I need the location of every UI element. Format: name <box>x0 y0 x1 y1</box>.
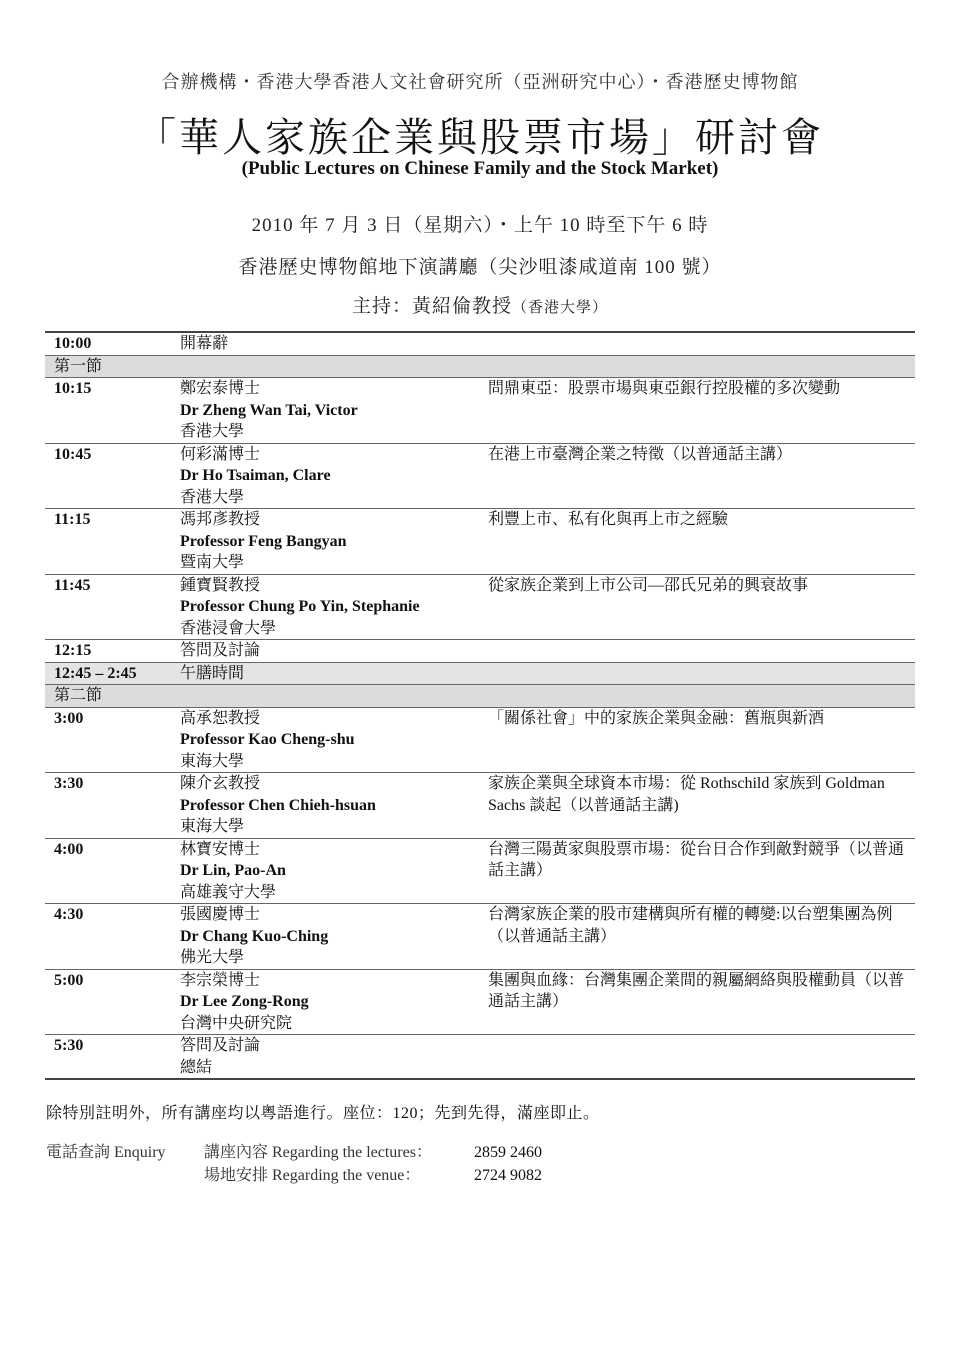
speaker-name-zh: 馮邦彥教授 <box>180 511 261 528</box>
lecture-row <box>45 904 915 970</box>
speaker-name-en: Professor Feng Bangyan <box>180 532 347 550</box>
speaker-name-en: Dr Zheng Wan Tai, Victor <box>180 401 358 419</box>
venue-label: 場地安排 Regarding the venue： <box>204 1167 421 1184</box>
speaker-cell <box>180 378 488 444</box>
speaker-cell <box>180 509 488 575</box>
speaker-name-en: Dr Lee Zong-Rong <box>180 993 309 1010</box>
speaker-cell <box>180 574 488 640</box>
lecture-row <box>45 509 915 575</box>
lecture-row <box>45 838 915 904</box>
lecture-topic: 集團與血緣：台灣集團企業間的親屬網絡與股權動員（以普通話主講） <box>488 969 915 1035</box>
schedule-row-qa <box>45 640 915 663</box>
time-cell: 3:00 <box>45 707 180 773</box>
lectures-phone: 2859 2460 <box>474 1144 542 1161</box>
speaker-name-en: Dr Lin, Pao-An <box>180 862 286 879</box>
host-affiliation: （香港大學） <box>512 300 609 316</box>
lecture-topic: 在港上市臺灣企業之特徵（以普通話主講） <box>488 443 915 509</box>
lecture-row <box>45 969 915 1035</box>
speaker-affiliation: 香港浸會大學 <box>180 619 277 637</box>
speaker-affiliation: 佛光大學 <box>180 949 245 966</box>
speaker-cell <box>180 707 488 773</box>
speaker-cell <box>180 838 488 904</box>
speaker-affiliation: 東海大學 <box>180 818 245 835</box>
lecture-topic: 問鼎東亞：股票市場與東亞銀行控股權的多次變動 <box>488 378 915 444</box>
speaker-cell <box>180 773 488 839</box>
organizers-line: 合辦機構・香港大學香港人文社會研究所（亞洲研究中心）・香港歷史博物館 <box>161 72 799 92</box>
lecture-row <box>45 443 915 509</box>
speaker-cell <box>180 443 488 509</box>
closing-line-1: 答問及討論 <box>180 1037 261 1054</box>
speaker-name-en: Professor Chung Po Yin, Stephanie <box>180 598 420 615</box>
event-date: 2010 年 7 月 3 日（星期六）・上午 10 時至下午 6 時 <box>251 215 709 236</box>
speaker-affiliation: 香港大學 <box>180 488 245 506</box>
speaker-name-en: Professor Chen Chieh-hsuan <box>180 796 376 814</box>
lecture-topic: 台灣家族企業的股市建構與所有權的轉變:以台塑集團為例（以普通話主講） <box>488 904 915 970</box>
speaker-name-en: Dr Chang Kuo-Ching <box>180 927 329 945</box>
schedule-table <box>45 331 915 1080</box>
closing-line-2: 總結 <box>180 1058 213 1076</box>
language-seating-note: 除特別註明外，所有講座均以粵語進行。座位：120；先到先得，滿座即止。 <box>46 1105 600 1122</box>
time-cell: 10:00 <box>45 332 180 355</box>
time-cell: 4:30 <box>45 904 180 970</box>
speaker-name-zh: 張國慶博士 <box>180 906 261 923</box>
speaker-affiliation: 香港大學 <box>180 423 245 440</box>
time-cell: 12:45 – 2:45 <box>45 662 180 685</box>
section-label: 第二節 <box>45 685 180 708</box>
host-name: 主持：黃紹倫教授 <box>351 296 512 317</box>
lecture-topic: 台灣三陽黃家與股票市場：從台日合作到敵對競爭（以普通話主講） <box>488 838 915 904</box>
time-cell: 11:45 <box>45 574 180 640</box>
speaker-name-zh: 何彩滿博士 <box>180 445 261 463</box>
time-cell: 10:45 <box>45 443 180 509</box>
time-cell: 5:00 <box>45 969 180 1035</box>
lecture-row <box>45 707 915 773</box>
speaker-cell <box>180 969 488 1035</box>
speaker-name-zh: 李宗榮博士 <box>180 971 261 989</box>
speaker-affiliation: 東海大學 <box>180 752 245 770</box>
schedule-row-lunch <box>45 662 915 685</box>
enquiry-label: 電話查詢 Enquiry <box>46 1144 166 1161</box>
speaker-name-zh: 鄭宏泰博士 <box>180 380 261 397</box>
section-header-2 <box>45 685 915 708</box>
section-header-1 <box>45 355 915 378</box>
speaker-name-zh: 陳介玄教授 <box>180 775 261 792</box>
section-label: 第一節 <box>45 355 180 378</box>
lecture-row <box>45 574 915 640</box>
title-chinese: 「華人家族企業與股票市場」研討會 <box>136 115 824 160</box>
speaker-name-en: Professor Kao Cheng-shu <box>180 731 355 748</box>
lecture-row <box>45 378 915 444</box>
item-cell: 午膳時間 <box>180 662 488 685</box>
time-cell: 5:30 <box>45 1035 180 1080</box>
lecture-row <box>45 773 915 839</box>
lecture-topic: 「關係社會」中的家族企業與金融：舊瓶與新酒 <box>488 707 915 773</box>
enquiry-venue <box>204 1164 704 1187</box>
title-english: (Public Lectures on Chinese Family and the Stock Market) <box>241 158 719 179</box>
speaker-affiliation: 暨南大學 <box>180 554 245 571</box>
speaker-affiliation: 台灣中央研究院 <box>180 1014 293 1032</box>
schedule-row-opening <box>45 332 915 355</box>
enquiry-lectures <box>204 1141 704 1164</box>
event-host <box>0 291 960 318</box>
speaker-name-zh: 鍾寶賢教授 <box>180 576 261 594</box>
speaker-name-zh: 林寶安博士 <box>180 840 261 858</box>
speaker-affiliation: 高雄義守大學 <box>180 883 277 901</box>
item-cell <box>180 1035 488 1080</box>
time-cell: 10:15 <box>45 378 180 444</box>
item-cell: 開幕辭 <box>180 332 488 355</box>
time-cell: 12:15 <box>45 640 180 663</box>
speaker-cell <box>180 904 488 970</box>
time-cell: 3:30 <box>45 773 180 839</box>
lecture-topic: 家族企業與全球資本市場：從 Rothschild 家族到 Goldman Sachs 談起（以普通話主講) <box>488 773 915 839</box>
item-cell: 答問及討論 <box>180 640 488 663</box>
lecture-topic: 從家族企業到上市公司—邵氏兄弟的興衰故事 <box>488 574 915 640</box>
speaker-name-en: Dr Ho Tsaiman, Clare <box>180 467 331 484</box>
lecture-topic: 利豐上市、私有化與再上市之經驗 <box>488 509 915 575</box>
time-cell: 11:15 <box>45 509 180 575</box>
event-venue: 香港歷史博物館地下演講廳（尖沙咀漆咸道南 100 號） <box>238 257 722 278</box>
schedule-row-closing <box>45 1035 915 1080</box>
time-cell: 4:00 <box>45 838 180 904</box>
speaker-name-zh: 高承恕教授 <box>180 709 261 727</box>
lectures-label: 講座內容 Regarding the lectures： <box>204 1144 432 1161</box>
venue-phone: 2724 9082 <box>474 1167 542 1184</box>
